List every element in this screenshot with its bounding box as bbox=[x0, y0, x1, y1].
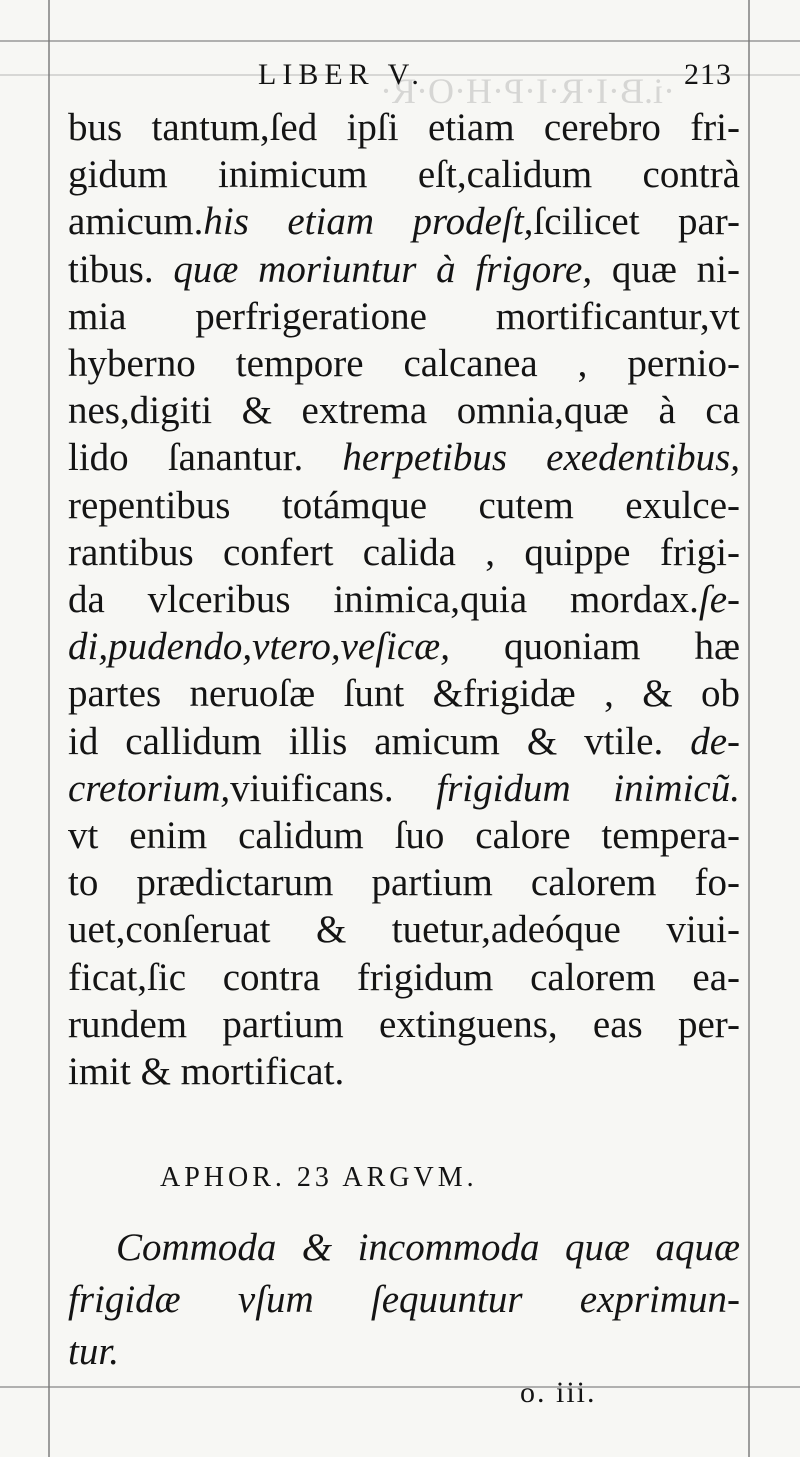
argument-line: Commoda & incommoda quæ aquæ bbox=[116, 1226, 740, 1269]
text-line bbox=[68, 765, 740, 812]
italic-segment: herpetibus exedentibus, bbox=[342, 436, 740, 480]
text-line bbox=[68, 387, 740, 434]
text-line bbox=[68, 576, 740, 623]
roman-segment: nes,digiti & extrema omnia,quæ à ca bbox=[68, 389, 740, 433]
roman-segment: viuificans. bbox=[230, 766, 437, 810]
roman-segment: quoniam hæ bbox=[449, 625, 740, 669]
text-line bbox=[68, 812, 740, 859]
roman-segment: id callidum illis amicum & vtile. bbox=[68, 719, 691, 763]
roman-segment: da vlceribus inimica,quia mordax. bbox=[68, 578, 699, 622]
text-line bbox=[68, 340, 740, 387]
roman-segment: repentibus totámque cutem exulce- bbox=[68, 483, 740, 527]
aphorism-argument bbox=[68, 1222, 740, 1378]
roman-segment: ſcilicet par- bbox=[533, 200, 740, 244]
text-line bbox=[68, 906, 740, 953]
text-line bbox=[68, 529, 740, 576]
roman-segment: gidum inimicum eſt,calidum contrà bbox=[68, 153, 740, 197]
bottom-rule bbox=[0, 1386, 800, 1388]
roman-segment: ficat,ſic contra frigidum calorem ea- bbox=[68, 955, 740, 999]
text-line bbox=[68, 1001, 740, 1048]
text-line bbox=[68, 293, 740, 340]
page-number: 213 bbox=[684, 58, 732, 91]
roman-segment: bus tantum,ſed ipſi etiam cerebro fri- bbox=[68, 106, 740, 149]
roman-segment: tibus. bbox=[68, 247, 174, 291]
roman-segment: to prædictarum partium calorem fo- bbox=[68, 861, 740, 905]
text-line bbox=[68, 434, 740, 481]
text-line bbox=[68, 859, 740, 906]
roman-segment: uet,conſeruat & tuetur,adeóque viui- bbox=[68, 908, 740, 952]
right-margin-rule bbox=[748, 0, 750, 1457]
page-header bbox=[258, 58, 738, 102]
italic-segment: cretorium, bbox=[68, 766, 231, 810]
text-line bbox=[68, 623, 740, 670]
roman-segment: rundem partium extinguens, eas per- bbox=[68, 1002, 740, 1046]
text-line bbox=[68, 1048, 740, 1095]
italic-segment: quæ moriuntur à frigore, bbox=[173, 247, 593, 291]
roman-segment: vt enim calidum ſuo calore tempera- bbox=[68, 814, 740, 858]
section-heading: APHOR. 23 ARGVM. bbox=[160, 1162, 478, 1193]
italic-segment: his etiam prodeſt, bbox=[203, 200, 534, 244]
roman-segment: imit & mortificat. bbox=[68, 1050, 345, 1094]
text-line bbox=[68, 104, 740, 151]
roman-segment: amicum. bbox=[68, 200, 204, 244]
signature-mark: o. iii. bbox=[520, 1376, 597, 1409]
roman-segment: hyberno tempore calcanea , pernio- bbox=[68, 342, 740, 386]
text-line bbox=[68, 954, 740, 1001]
text-line bbox=[68, 198, 740, 245]
text-line bbox=[68, 151, 740, 198]
bleed-through-decoration: ·i.B·I·R·I·P·H·O·R· bbox=[380, 71, 675, 111]
left-margin-rule bbox=[48, 0, 50, 1457]
top-rule bbox=[0, 40, 800, 42]
italic-segment: frigidum inimicũ. bbox=[436, 766, 740, 810]
roman-segment: rantibus confert calida , quippe frigi- bbox=[68, 530, 740, 574]
italic-segment: ſe- bbox=[698, 578, 740, 622]
roman-segment: mia perfrigeratione mortificantur,vt bbox=[68, 294, 740, 338]
commentary-text bbox=[68, 104, 740, 1095]
text-line bbox=[68, 482, 740, 529]
running-head: LIBER V. bbox=[258, 58, 425, 91]
roman-segment: quæ ni- bbox=[592, 247, 740, 291]
roman-segment: partes neruoſæ ſunt &frigidæ , & ob bbox=[68, 672, 740, 716]
roman-segment: lido ſanantur. bbox=[68, 436, 343, 480]
argument-line: frigidæ vſum ſequuntur exprimun- bbox=[68, 1278, 740, 1321]
text-line bbox=[68, 718, 740, 765]
italic-segment: de- bbox=[690, 719, 740, 763]
text-line bbox=[68, 246, 740, 293]
italic-segment: di,pudendo,vtero,veſicæ, bbox=[68, 625, 450, 669]
text-line bbox=[68, 670, 740, 717]
argument-line: tur. bbox=[68, 1330, 119, 1373]
